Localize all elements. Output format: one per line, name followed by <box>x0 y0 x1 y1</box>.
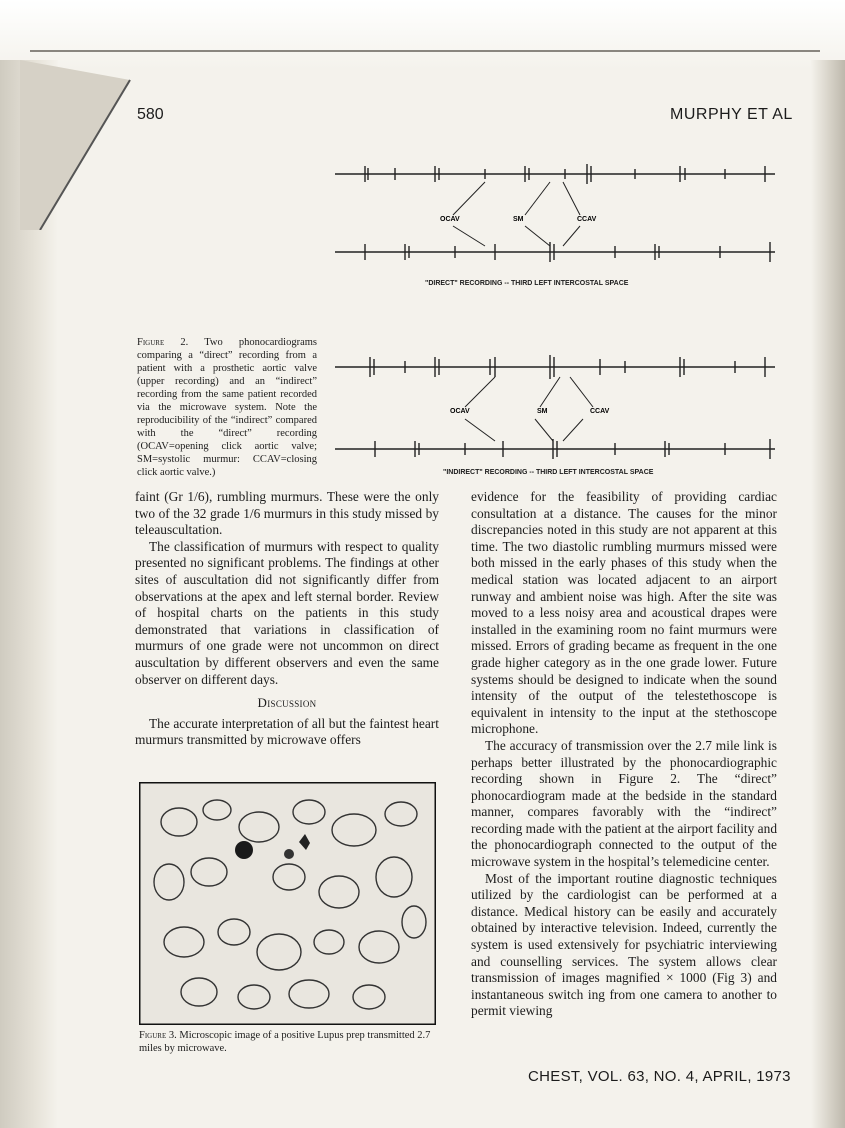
figure-2-indirect-recording <box>325 345 785 477</box>
left-text-column <box>135 489 439 749</box>
right-paragraph-1: evidence for the feasibility of providing cardiac consultation at a distance. The causes for the minor discrepancies noted in this study are not apparent at this time. The two diastolic rumbling murmurs missed were both missed in the early phases of this study when the medical station was located adjacent to an airport runway and ambient noise was high. After the site was moved to a less noisy area and acoustical drapes were installed in the examining room no faint murmurs were missed. Errors of grading became as frequent in the one grade higher category as in the one grade lower. Future systems should be designed to indicate when the sound intensity of the output of the telestethoscope is equivalent in intensity to the input at the stethoscope microphone. <box>471 489 777 737</box>
indirect-label-ocav: OCAV <box>450 408 470 415</box>
scan-right-edge <box>811 60 845 1128</box>
indirect-label-sm: SM <box>537 408 548 415</box>
figure-3-caption-lead: Figure 3. <box>139 1030 177 1041</box>
right-text-column <box>471 489 777 1020</box>
section-heading-discussion: Discussion <box>257 695 317 711</box>
stained-cell-small <box>284 849 294 859</box>
left-paragraph-2: The classification of murmurs with respect to quality presented no significant problems. The findings at other sites of auscultation did not significantly differ from observations at the apex and left sternal border. Review of hospital charts on the patients in this study demonstrated that variations in classification of murmurs of one grade were not uncommon on direct auscultation by different observers and even the same observer on different days. <box>135 538 439 687</box>
direct-label-sm-top: SM <box>513 216 524 223</box>
figure-2-caption-lead: Figure 2. <box>137 337 189 348</box>
direct-label-ccav-top: CCAV <box>577 216 597 223</box>
page-number: 580 <box>137 106 164 123</box>
journal-footer: CHEST, VOL. 63, NO. 4, APRIL, 1973 <box>528 1068 791 1085</box>
figure-2-direct-recording <box>325 160 785 292</box>
indirect-recording-caption: "INDIRECT" RECORDING -- THIRD LEFT INTERCOSTAL SPACE <box>443 469 654 476</box>
figure-3-caption <box>139 1030 437 1055</box>
figure-2-caption-text: Two phonocardiograms comparing a “direct” recording from a patient with a prosthetic aortic valve (upper recording) and an “indirect” recording from the same patient recorded via the microwave system. Note the reproducibility of the “indirect” compared with the “direct” recording (OCAV=opening click aortic valve; SM=systolic murmur: CCAV=closing click aortic valve.) <box>137 337 317 478</box>
left-paragraph-1: faint (Gr 1/6), rumbling murmurs. These were the only two of the 32 grade 1/6 murmurs in this study missed by teleauscultation. <box>135 489 439 538</box>
figure-3-caption-text: Microscopic image of a positive Lupus prep transmitted 2.7 miles by microwave. <box>139 1030 431 1054</box>
indirect-label-ccav: CCAV <box>590 408 610 415</box>
right-paragraph-2: The accuracy of transmission over the 2.7 mile link is perhaps better illustrated by the phonocardiographic recording shown in Figure 2. The “direct” phonocardiogram made at the bedside in the standard manner, compares favorably with the “indirect” recording made with the patient at the airport facility and the phonocardiograph connected to the output of the microwave system in the hospital’s telemedicine center. <box>471 737 778 870</box>
left-paragraph-3: The accurate interpretation of all but the faintest heart murmurs transmitted by microwave offers <box>135 715 439 748</box>
figure-3-micrograph <box>139 782 436 1025</box>
scan-top-rule <box>30 50 820 52</box>
direct-phonocardiogram <box>325 160 785 292</box>
running-head: MURPHY ET AL <box>670 106 793 123</box>
page-corner-fold <box>20 60 140 230</box>
direct-label-ocav-top: OCAV <box>440 216 460 223</box>
stained-cell-large <box>235 841 253 859</box>
right-paragraph-3: Most of the important routine diagnostic techniques utilized by the cardiologist can be performed at a distance. Medical history can be easily and accurately obtained by interactive television. Indeed, currently the system is used extensively for psychiatric interviewing and counselling services. The system allows clear transmission of images magnified × 1000 (Fig 3) and instantaneous switch ing from one camera to another to permit viewing <box>471 870 777 1019</box>
figure-2-caption <box>137 336 317 479</box>
direct-recording-caption: "DIRECT" RECORDING -- THIRD LEFT INTERCOSTAL SPACE <box>425 280 629 287</box>
indirect-phonocardiogram <box>325 345 785 477</box>
